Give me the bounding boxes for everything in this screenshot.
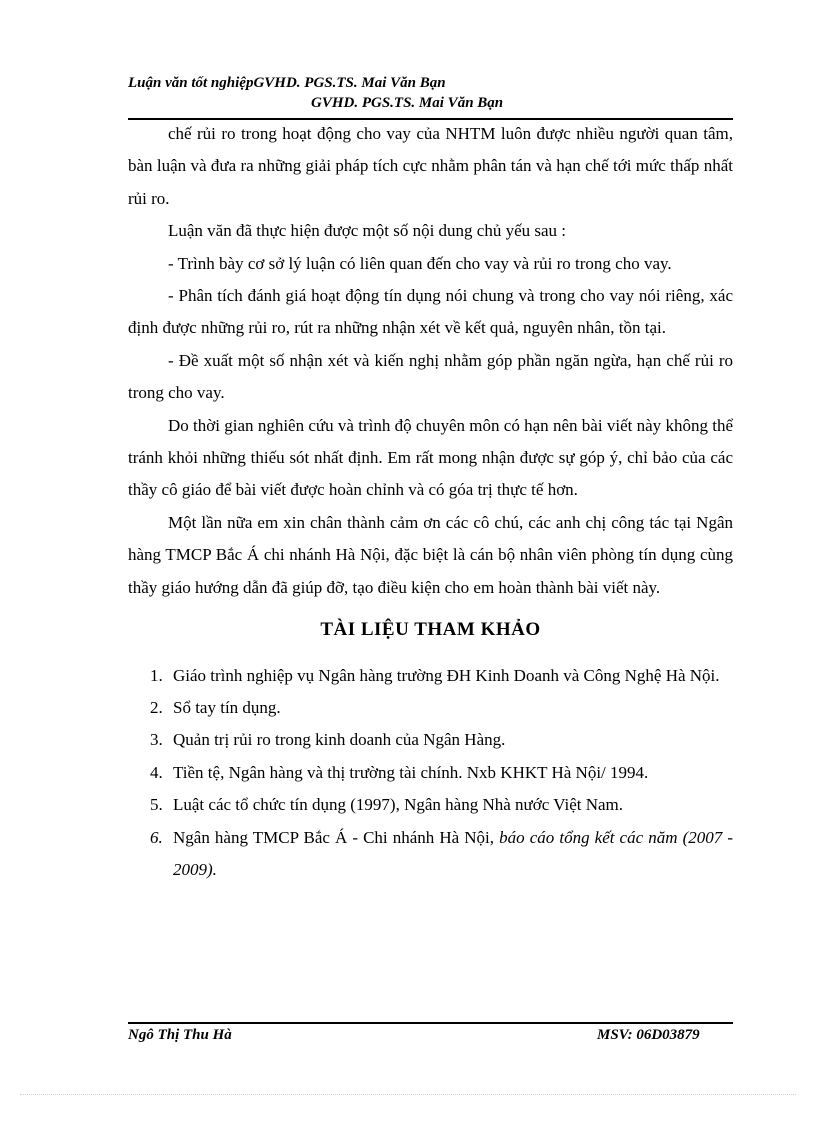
reference-text: Ngân hàng TMCP Bắc Á - Chi nhánh Hà Nội, — [173, 827, 500, 847]
reference-item — [128, 757, 733, 789]
references-title: TÀI LIỆU THAM KHẢO — [320, 619, 541, 641]
paragraph-summary-intro: Luận văn đã thực hiện được một số nội dung chủ yếu sau : — [168, 221, 567, 241]
paragraph-continuation: chế rủi ro trong hoạt động cho vay của NHTM luôn được nhiều người quan tâm, bàn luận và đưa ra những giải pháp tích cực nhằm phân tán và hạn chế tới mức thấp nhất rủi ro. — [128, 124, 733, 208]
page-break-line — [20, 1094, 796, 1095]
header-line-2: GVHD. PGS.TS. Mai Văn Bạn — [311, 95, 504, 111]
reference-number: 1. — [150, 665, 163, 685]
reference-item — [128, 789, 733, 821]
summary-point-3: - Đề xuất một số nhận xét và kiến nghị nhằm góp phần ngăn ngừa, hạn chế rủi ro trong cho vay. — [128, 350, 733, 403]
reference-item — [128, 660, 733, 692]
reference-text: Luật các tổ chức tín dụng (1997), Ngân hàng Nhà nước Việt Nam. — [173, 795, 624, 815]
page-body — [128, 118, 733, 886]
summary-point-1: - Trình bày cơ sở lý luận có liên quan đến cho vay và rủi ro trong cho vay. — [168, 253, 672, 273]
footer-author: Ngô Thị Thu Hà — [128, 1027, 232, 1043]
paragraph-acknowledgement: Một lần nữa em xin chân thành cảm ơn các cô chú, các anh chị công tác tại Ngân hàng TMCP Bắc Á chi nhánh Hà Nội, đặc biệt là cán bộ nhân viên phòng tín dụng cùng thầy giáo hướng dẫn đã giúp đỡ, tạo điều kiện cho em hoàn thành bài viết này. — [128, 512, 733, 597]
references-list — [128, 660, 733, 887]
reference-number: 6. — [150, 827, 163, 847]
reference-item — [128, 692, 733, 724]
summary-point-2: - Phân tích đánh giá hoạt động tín dụng nói chung và trong cho vay nói riêng, xác định được những rủi ro, rút ra những nhận xét về kết quả, nguyên nhân, tồn tại. — [128, 286, 733, 338]
header-line-1: Luận văn tốt nghiệpGVHD. PGS.TS. Mai Văn Bạn — [128, 75, 446, 91]
reference-text: Tiền tệ, Ngân hàng và thị trường tài chính. Nxb KHKT Hà Nội/ 1994. — [173, 762, 649, 782]
paragraph-limitations: Do thời gian nghiên cứu và trình độ chuyên môn có hạn nên bài viết này không thể tránh khỏi những thiếu sót nhất định. Em rất mong nhận được sự góp ý, chỉ bảo của các thầy cô giáo để bài viết được hoàn chỉnh và có góa trị thực tế hơn. — [128, 415, 733, 500]
reference-number: 3. — [150, 730, 163, 750]
reference-text: Giáo trình nghiệp vụ Ngân hàng trường ĐH Kinh Doanh và Công Nghệ Hà Nội. — [173, 665, 720, 685]
reference-text: Sổ tay tín dụng. — [173, 697, 281, 717]
reference-text-italic: báo cáo tổng kết các năm (2007 - 2009). — [173, 827, 733, 879]
reference-number: 4. — [150, 762, 163, 782]
footer-student-id: MSV: 06D03879 — [597, 1027, 700, 1043]
reference-text: Quản trị rủi ro trong kinh doanh của Ngân Hàng. — [173, 730, 506, 750]
reference-item — [128, 724, 733, 756]
footer-rule — [128, 1022, 733, 1024]
reference-number: 2. — [150, 697, 163, 717]
reference-number: 5. — [150, 795, 163, 815]
reference-item — [128, 822, 733, 887]
